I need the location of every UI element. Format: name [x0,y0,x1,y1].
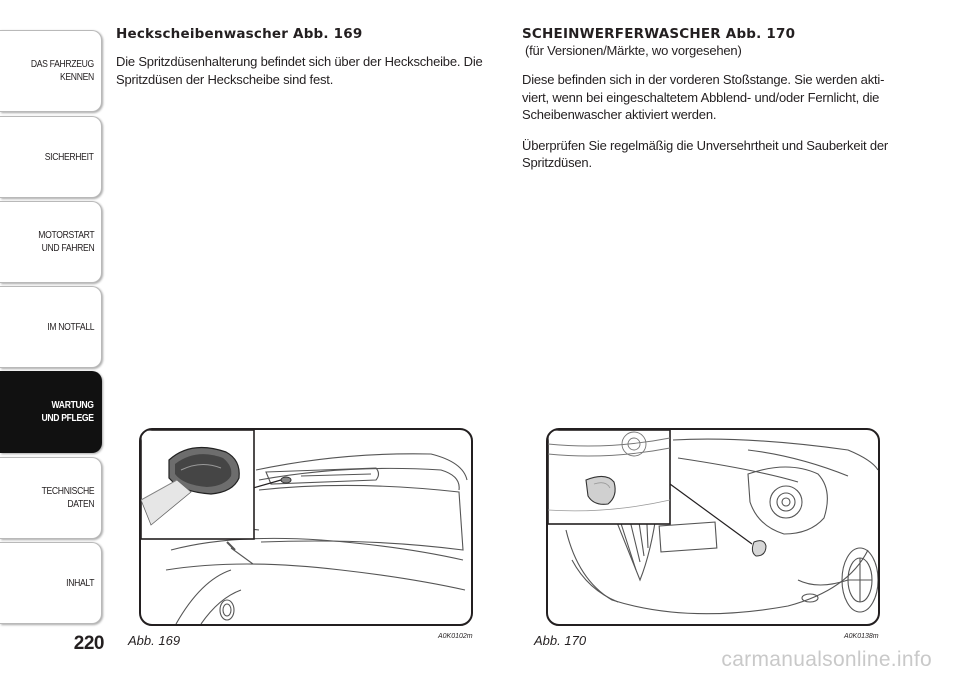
rear-tailgate-drawing [141,430,471,624]
paragraph: Die Spritzdüsenhalterung befindet sich über der Heckscheibe. Die Spritzdüsen der Heckscheibe sind fest. [116,54,483,87]
figure-169-code: A0K0102m [438,633,473,640]
tab-label: SICHERHEIT [45,150,94,163]
headlight-nozzle-cover-marker [752,541,766,556]
tab-sicherheit[interactable] [0,116,102,198]
paragraph: Überprüfen Sie regelmäßig die Unversehrtheit und Sauberkeit der Spritzdüsen. [522,137,889,170]
tab-technische-daten[interactable] [0,457,102,539]
tab-label: INHALT [65,576,94,589]
tab-label: WARTUNG UND PFLEGE [41,399,94,424]
figure-170-code: A0K0138m [844,633,879,640]
tab-motorstart-und-fahren[interactable] [0,201,102,283]
figure-169-rear-washer-illustration [139,428,473,626]
tab-label: MOTORSTART UND FAHREN [37,229,94,254]
washer-nozzle-marker [281,477,291,483]
section-body-headlight-washer [522,71,910,185]
section-body-rear-washer [116,53,500,101]
tab-das-fahrzeug-kennen[interactable] [0,30,102,112]
watermark: carmanualsonline.info [721,648,932,671]
tab-im-notfall[interactable] [0,286,102,368]
figure-170-caption: Abb. 170 [534,633,587,648]
figure-169-caption: Abb. 169 [128,633,181,648]
tab-label: IM NOTFALL [47,320,94,333]
tab-wartung-und-pflege[interactable] [0,371,102,453]
section-heading-headlight-washer: SCHEINWERFERWASCHER Abb. 170 [522,26,796,42]
availability-note: (für Versionen/Märkte, wo vorgesehen) [525,43,742,58]
nozzle-detail-inset [548,430,670,524]
figure-170-headlight-washer-illustration [546,428,880,626]
tab-label: TECHNISCHE DATEN [41,485,94,510]
page-number: 220 [73,633,104,654]
section-heading-rear-washer: Heckscheibenwascher Abb. 169 [116,26,363,42]
front-bumper-drawing [548,430,878,624]
tab-inhalt[interactable] [0,542,102,624]
tab-label: DAS FAHRZEUG KENNEN [30,58,94,83]
paragraph: Diese befinden sich in der vorderen Stoßstange. Sie werden akti-viert, wenn bei eingeschaltetem Abblend- und/oder Fernlicht, die Scheibenwascher aktiviert werden. [522,72,885,122]
